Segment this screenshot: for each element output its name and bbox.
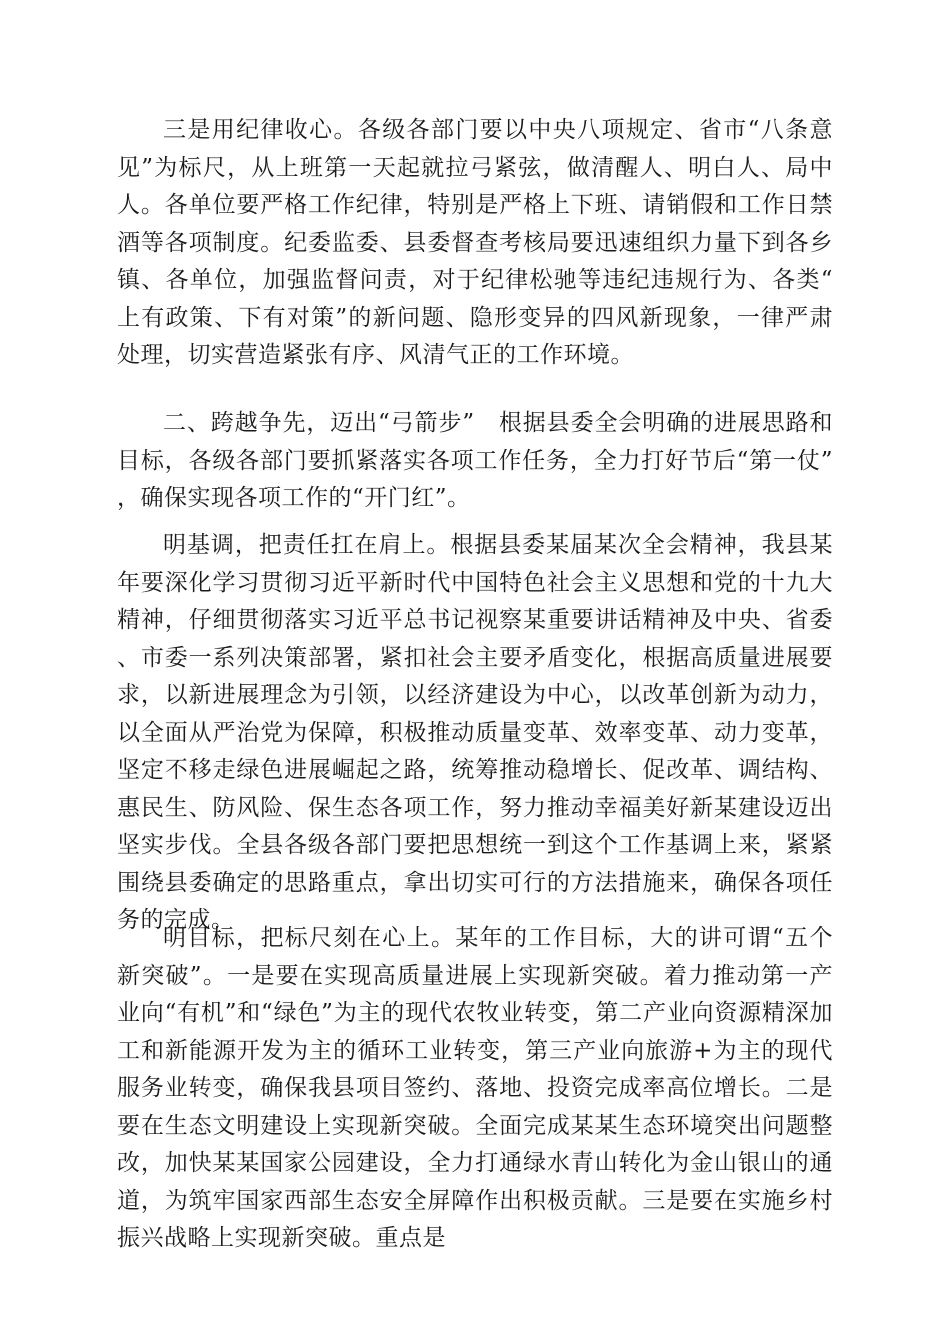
paragraph-section-two: 二、跨越争先，迈出“弓箭步” 根据县委全会明确的进展思路和目标，各级各部门要抓紧落实各项工作任务，全力打好节后“第一仗”，确保实现各项工作的“开门红”。 [117,410,833,511]
paragraph-goals: 明目标，把标尺刻在心上。某年的工作目标，大的讲可谓“五个新突破”。一是要在实现高质量进展上实现新突破。着力推动第一产业向“有机”和“绿色”为主的现代农牧业转变，第二产业向资源精深加工和新能源开发为主的循环工业转变，第三产业向旅游+为主的现代服务业转变，确保我县项目签约、落地、投资完成率高位增长。二是要在生态文明建设上实现新突破。全面完成某某生态环境突出问题整改，加快某某国家公园建设，全力打通绿水青山转化为金山银山的通道，为筑牢国家西部生态安全屏障作出积极贡献。三是要在实施乡村振兴战略上实现新突破。重点是 [117,925,833,1251]
paragraph-keynote: 明基调，把责任扛在肩上。根据县委某届某次全会精神，我县某年要深化学习贯彻习近平新时代中国特色社会主义思想和党的十九大精神，仔细贯彻落实习近平总书记视察某重要讲话精神及中央、省委、市委一系列决策部署，紧扣社会主要矛盾变化，根据高质量进展要求，以新进展理念为引领，以经济建设为中心，以改革创新为动力，以全面从严治党为保障，积极推动质量变革、效率变革、动力变革，坚定不移走绿色进展崛起之路，统筹推动稳增长、促改革、调结构、惠民生、防风险、保生态各项工作，努力推动幸福美好新某建设迈出坚实步伐。全县各级各部门要把思想统一到这个工作基调上来，紧紧围绕县委确定的思路重点，拿出切实可行的方法措施来，确保各项任务的完成。 [117,532,833,933]
paragraph-discipline: 三是用纪律收心。各级各部门要以中央八项规定、省市“八条意见”为标尺，从上班第一天起就拉弓紧弦，做清醒人、明白人、局中人。各单位要严格工作纪律，特别是严格上下班、请销假和工作日禁酒等各项制度。纪委监委、县委督查考核局要迅速组织力量下到各乡镇、各单位，加强监督问责，对于纪律松驰等违纪违规行为、各类“上有政策、下有对策”的新问题、隐形变异的四风新现象，一律严肃处理，切实营造紧张有序、风清气正的工作环境。 [117,117,833,368]
